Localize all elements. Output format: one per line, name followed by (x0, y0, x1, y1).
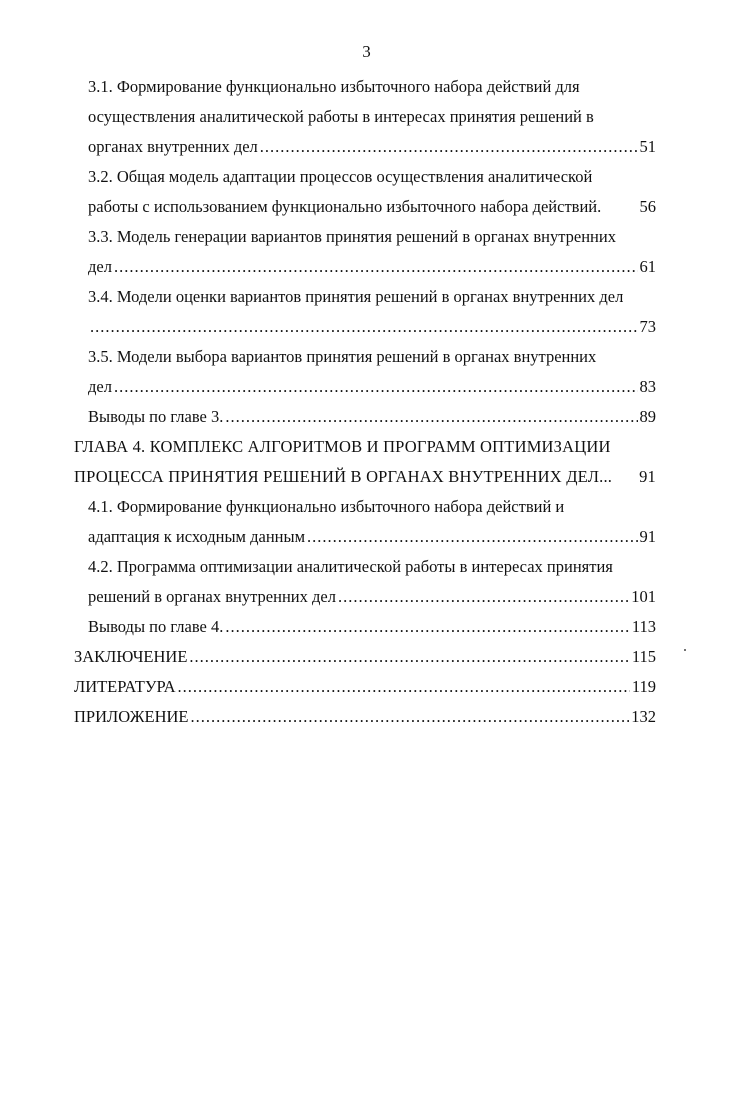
toc-entry (74, 702, 656, 732)
toc-page-number: 115 (631, 647, 656, 666)
toc-entry-title: Выводы по главе 3. (88, 407, 224, 426)
toc-page-number: 83 (639, 377, 656, 396)
toc-entry-title: дел (88, 377, 112, 396)
dot-leader (178, 672, 630, 702)
toc-page-number: 89 (639, 407, 656, 426)
dot-leader (190, 702, 629, 732)
toc-entry-title: ЛИТЕРАТУРА (74, 677, 176, 696)
dot-leader (114, 252, 638, 282)
dot-leader (225, 402, 637, 432)
toc-page-number: 119 (631, 677, 656, 696)
dot-leader (225, 612, 629, 642)
toc-entry (74, 672, 656, 702)
toc-entry-title: ПРОЦЕССА ПРИНЯТИЯ РЕШЕНИЙ В ОРГАНАХ ВНУТРЕННИХ ДЕЛ... (74, 467, 613, 486)
toc-entry (74, 432, 656, 492)
toc-entry-line: ГЛАВА 4. КОМПЛЕКС АЛГОРИТМОВ И ПРОГРАММ ОПТИМИЗАЦИИ (74, 437, 611, 456)
dot-leader (260, 132, 638, 162)
toc-entry-line: осуществления аналитической работы в интересах принятия решений в (88, 107, 594, 126)
dot-leader (114, 372, 638, 402)
toc-entry-line: 4.2. Программа оптимизации аналитической работы в интересах принятия (88, 557, 613, 576)
toc-page-number: 132 (631, 707, 656, 726)
toc-entry-title: дел (88, 257, 112, 276)
toc-entry-title: работы с использованием функционально избыточного набора действий. (88, 197, 602, 216)
toc-entry-title: адаптация к исходным данным (88, 527, 306, 546)
toc-entry-title: Выводы по главе 4. (88, 617, 224, 636)
toc-page-number: 91 (639, 527, 656, 546)
toc-entry (88, 402, 656, 432)
toc-page-number: 61 (639, 257, 656, 276)
toc-entry (88, 552, 656, 612)
toc-entry-title: ПРИЛОЖЕНИЕ (74, 707, 189, 726)
toc-entry-line: 3.3. Модель генерации вариантов принятия решений в органах внутренних (88, 227, 616, 246)
toc-entry (74, 642, 656, 672)
toc-entry-title: ЗАКЛЮЧЕНИЕ (74, 647, 188, 666)
toc-entry-line: 3.5. Модели выбора вариантов принятия решений в органах внутренних (88, 347, 597, 366)
toc-entry (88, 282, 656, 342)
toc-entry-line: 3.1. Формирование функционально избыточного набора действий для (88, 77, 580, 96)
toc-entry-line: 4.1. Формирование функционально избыточного набора действий и (88, 497, 565, 516)
dot-leader (90, 312, 638, 342)
page-number: 3 (362, 42, 371, 61)
toc-page-number: 113 (631, 617, 656, 636)
dot-leader (189, 642, 629, 672)
toc-entry (88, 612, 656, 642)
toc-entry-line: 3.4. Модели оценки вариантов принятия решений в органах внутренних дел (88, 287, 624, 306)
toc-entry (88, 492, 656, 552)
toc-entry (88, 72, 656, 162)
dot-leader (338, 582, 629, 612)
toc-page-number: 51 (639, 137, 656, 156)
toc-page-number: 101 (631, 587, 656, 606)
toc-page-number: 73 (639, 317, 656, 336)
toc-page-number: 56 (639, 197, 656, 216)
toc-entry-line: 3.2. Общая модель адаптации процессов осуществления аналитической (88, 167, 593, 186)
toc-entry-title: решений в органах внутренних дел (88, 587, 336, 606)
toc-entry-title: органах внутренних дел (88, 137, 258, 156)
table-of-contents (74, 72, 656, 732)
toc-entry (88, 222, 656, 282)
dot-leader (307, 522, 637, 552)
scan-speck (684, 649, 686, 651)
toc-entry (88, 342, 656, 402)
toc-page-number: 91 (639, 467, 656, 486)
toc-entry (88, 162, 656, 222)
